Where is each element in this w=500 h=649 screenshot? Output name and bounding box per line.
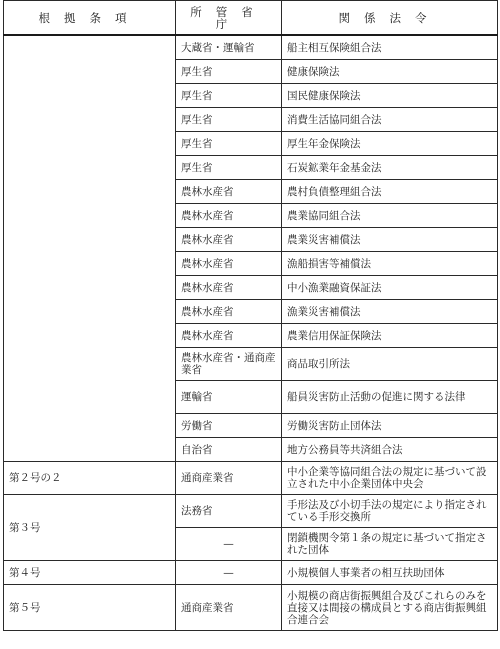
table-row [4, 561, 498, 585]
header-ministry: 所管省庁 [176, 1, 282, 36]
article-cell-empty [4, 35, 176, 462]
law-cell: 国民健康保険法 [282, 84, 498, 108]
article-cell: 第３号 [4, 495, 176, 561]
ministry-cell: 自治省 [176, 438, 282, 462]
ministry-cell: 通商産業省 [176, 585, 282, 631]
law-cell: 厚生年金保険法 [282, 132, 498, 156]
law-cell: 小規模個人事業者の相互扶助団体 [282, 561, 498, 585]
law-cell: 農村負債整理組合法 [282, 180, 498, 204]
law-cell: 漁船損害等補償法 [282, 252, 498, 276]
ministry-cell: 農林水産省 [176, 204, 282, 228]
table-row [4, 462, 498, 495]
ministry-cell: 厚生省 [176, 84, 282, 108]
law-cell: 商品取引所法 [282, 348, 498, 381]
header-law: 関係法令 [282, 1, 498, 36]
law-cell: 中小企業等協同組合法の規定に基づいて設立された中小企業団体中央会 [282, 462, 498, 495]
ministry-cell: 農林水産省 [176, 180, 282, 204]
ministry-cell: 厚生省 [176, 156, 282, 180]
ministry-cell: 大蔵省・運輸省 [176, 35, 282, 60]
law-cell: 石炭鉱業年金基金法 [282, 156, 498, 180]
header-article: 根拠条項 [4, 1, 176, 36]
ministry-cell: 労働省 [176, 414, 282, 438]
ministry-cell: 農林水産省 [176, 300, 282, 324]
law-cell: 健康保険法 [282, 60, 498, 84]
law-cell: 地方公務員等共済組合法 [282, 438, 498, 462]
ministry-cell: 農林水産省 [176, 276, 282, 300]
law-cell: 手形法及び小切手法の規定により指定されている手形交換所 [282, 495, 498, 528]
ministry-cell: — [176, 528, 282, 561]
ministry-cell: 通商産業省 [176, 462, 282, 495]
article-cell: 第５号 [4, 585, 176, 631]
ministry-cell: 厚生省 [176, 108, 282, 132]
law-cell: 船主相互保険組合法 [282, 35, 498, 60]
article-cell: 第４号 [4, 561, 176, 585]
ministry-cell: 厚生省 [176, 132, 282, 156]
law-cell: 閉鎖機関令第１条の規定に基づいて指定された団体 [282, 528, 498, 561]
law-cell: 消費生活協同組合法 [282, 108, 498, 132]
article-cell: 第２号の２ [4, 462, 176, 495]
header-row [4, 1, 498, 36]
law-cell: 小規模の商店街振興組合及びこれらのみを直接又は間接の構成員とする商店街振興組合連合会 [282, 585, 498, 631]
law-cell: 労働災害防止団体法 [282, 414, 498, 438]
law-cell: 漁業災害補償法 [282, 300, 498, 324]
table-row [4, 35, 498, 60]
table-row [4, 495, 498, 528]
ministry-cell: 農林水産省 [176, 228, 282, 252]
law-cell: 船員災害防止活動の促進に関する法律 [282, 381, 498, 414]
ministry-cell: 運輸省 [176, 381, 282, 414]
table-row [4, 585, 498, 631]
law-cell: 中小漁業融資保証法 [282, 276, 498, 300]
ministry-cell: — [176, 561, 282, 585]
law-cell: 農業協同組合法 [282, 204, 498, 228]
law-table [3, 0, 498, 631]
law-cell: 農業災害補償法 [282, 228, 498, 252]
ministry-cell: 農林水産省・通商産業省 [176, 348, 282, 381]
law-cell: 農業信用保証保険法 [282, 324, 498, 348]
ministry-cell: 厚生省 [176, 60, 282, 84]
ministry-cell: 法務省 [176, 495, 282, 528]
ministry-cell: 農林水産省 [176, 324, 282, 348]
ministry-cell: 農林水産省 [176, 252, 282, 276]
